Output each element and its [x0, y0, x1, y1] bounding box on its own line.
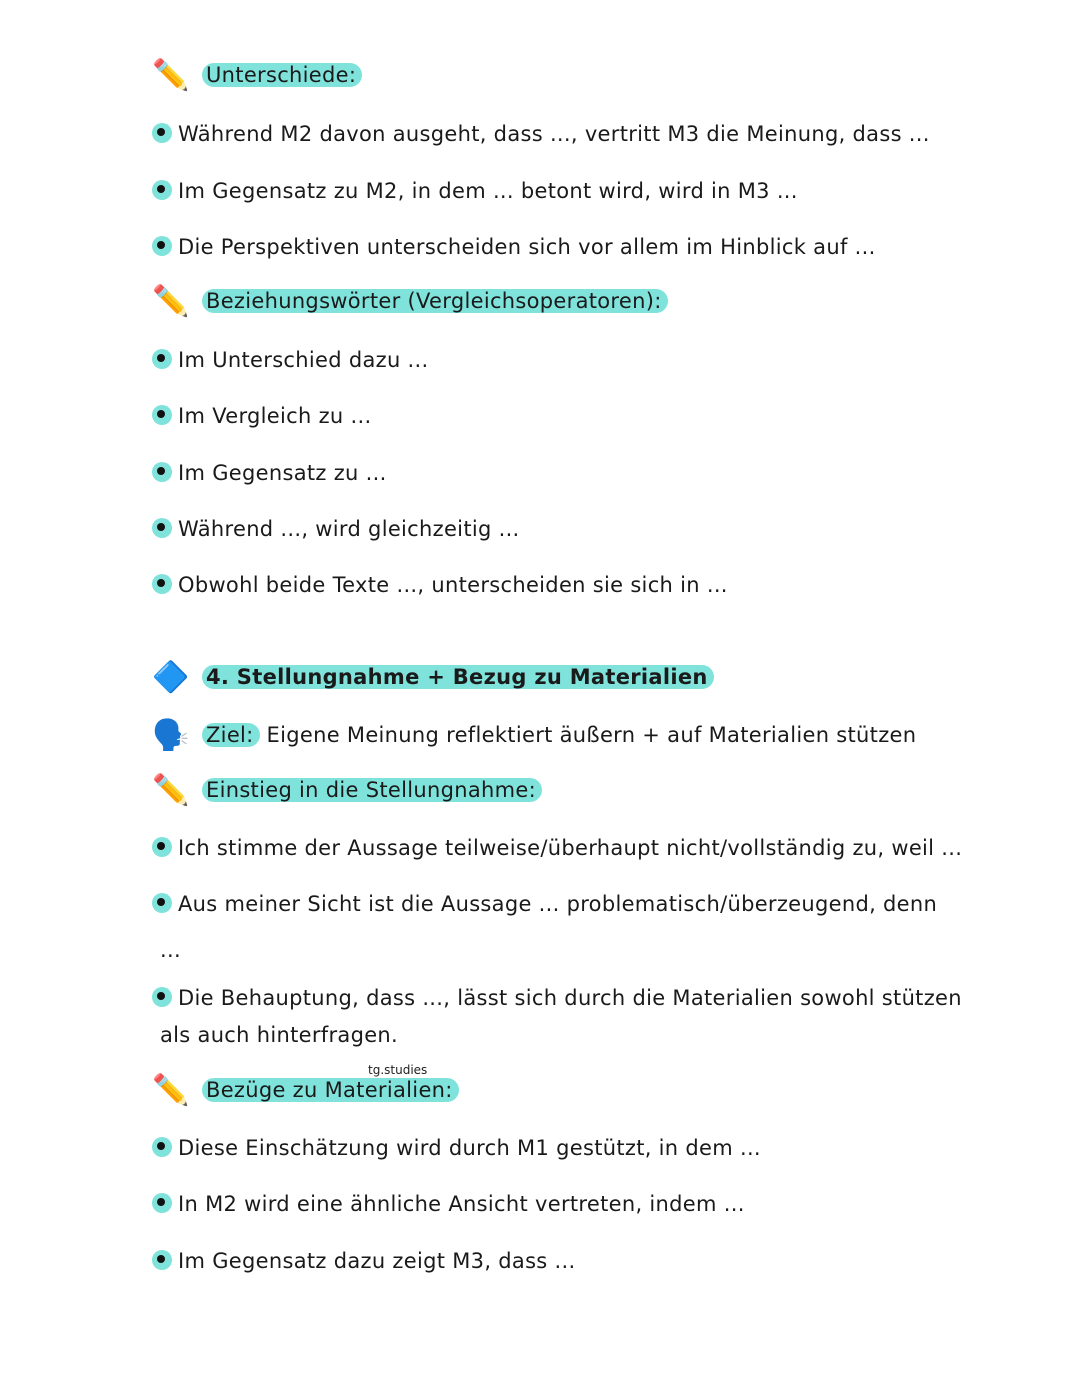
heading-bezuege: ✏️ Bezüge zu Materialien: [152, 1075, 459, 1106]
bullet-icon [152, 518, 172, 538]
continuation-text: als auch hinterfragen. [160, 1023, 398, 1047]
list-item: Aus meiner Sicht ist die Aussage ... problematisch/überzeugend, denn [152, 889, 937, 919]
list-item: Die Perspektiven unterscheiden sich vor allem im Hinblick auf ... [152, 232, 876, 262]
list-item: Während M2 davon ausgeht, dass ..., vertritt M3 die Meinung, dass ... [152, 119, 930, 149]
speaking-head-icon: 🗣️ [152, 718, 190, 753]
bullet-icon [152, 405, 172, 425]
list-item: Im Gegensatz zu ... [152, 458, 387, 488]
heading-unterschiede: ✏️ Unterschiede: [152, 60, 362, 91]
heading-einstieg: ✏️ Einstieg in die Stellungnahme: [152, 775, 542, 806]
goal-line: 🗣️ Ziel: Eigene Meinung reflektiert äußern + auf Materialien stützen [152, 718, 917, 753]
pencil-icon: ✏️ [152, 1073, 190, 1108]
section-title: 🔷 4. Stellungnahme + Bezug zu Materialien [152, 662, 714, 693]
diamond-icon: 🔷 [152, 660, 190, 695]
list-item: Ich stimme der Aussage teilweise/überhaupt nicht/vollständig zu, weil ... [152, 833, 962, 863]
list-item: Obwohl beide Texte ..., unterscheiden sie sich in ... [152, 570, 728, 600]
bullet-icon [152, 574, 172, 594]
list-item: Diese Einschätzung wird durch M1 gestützt, in dem ... [152, 1133, 761, 1163]
list-item: Während ..., wird gleichzeitig ... [152, 514, 520, 544]
bullet-icon [152, 893, 172, 913]
bullet-icon [152, 349, 172, 369]
pencil-icon: ✏️ [152, 773, 190, 808]
list-item: Im Gegensatz zu M2, in dem ... betont wird, wird in M3 ... [152, 176, 798, 206]
list-item: Im Vergleich zu ... [152, 401, 371, 431]
pencil-icon: ✏️ [152, 284, 190, 319]
bullet-icon [152, 462, 172, 482]
bullet-icon [152, 987, 172, 1007]
continuation-text: ... [160, 938, 181, 962]
bullet-icon [152, 1137, 172, 1157]
list-item: Im Gegensatz dazu zeigt M3, dass ... [152, 1246, 575, 1276]
bullet-icon [152, 1250, 172, 1270]
bullet-icon [152, 1193, 172, 1213]
list-item: In M2 wird eine ähnliche Ansicht vertreten, indem ... [152, 1189, 745, 1219]
bullet-icon [152, 180, 172, 200]
list-item: Die Behauptung, dass ..., lässt sich durch die Materialien sowohl stützen [152, 983, 962, 1013]
watermark: tg.studies [368, 1063, 428, 1077]
bullet-icon [152, 123, 172, 143]
heading-vergleichsoperatoren: ✏️ Beziehungswörter (Vergleichsoperatoren): [152, 286, 668, 317]
bullet-icon [152, 236, 172, 256]
list-item: Im Unterschied dazu ... [152, 345, 428, 375]
bullet-icon [152, 837, 172, 857]
pencil-icon: ✏️ [152, 58, 190, 93]
